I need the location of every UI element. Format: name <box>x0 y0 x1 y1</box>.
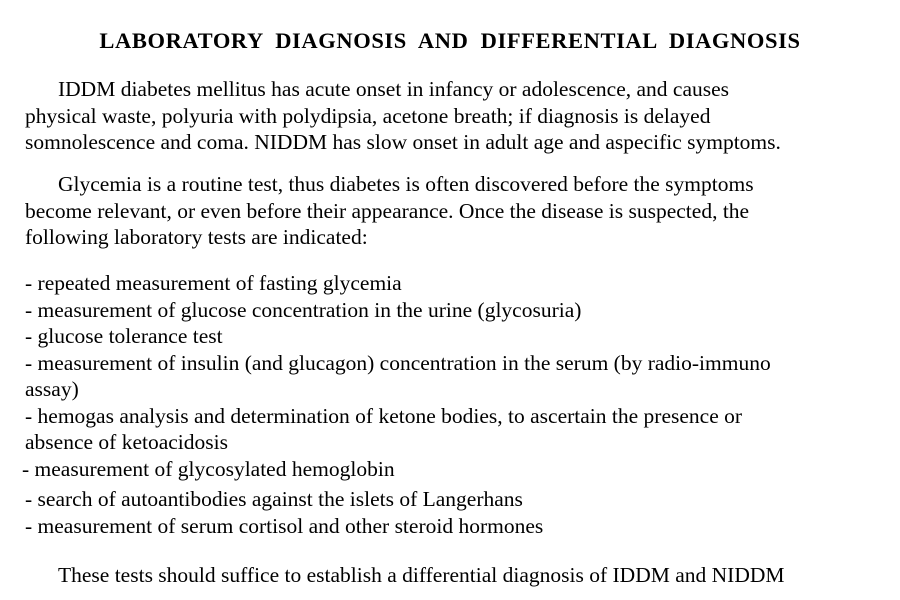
paragraph-line: Glycemia is a routine test, thus diabetes is often discovered before the symptoms <box>58 172 754 196</box>
list-item-line: - measurement of serum cortisol and other steroid hormones <box>25 513 544 538</box>
list-item-line: - search of autoantibodies against the islets of Langerhans <box>25 487 523 511</box>
list-item <box>25 486 885 513</box>
list-item <box>22 456 885 483</box>
intro-paragraph <box>25 76 875 156</box>
list-item <box>25 323 885 350</box>
paragraph-line: IDDM diabetes mellitus has acute onset in infancy or adolescence, and causes <box>58 77 730 101</box>
list-item <box>25 270 885 297</box>
list-item-line: - repeated measurement of fasting glycemia <box>25 271 402 295</box>
list-item-line: - measurement of glycosylated hemoglobin <box>22 456 395 481</box>
list-item-line: - glucose tolerance test <box>25 324 223 348</box>
conclusion-paragraph: These tests should suffice to establish a differential diagnosis of IDDM and NIDDM <box>58 563 785 587</box>
list-item-line: assay) <box>25 377 79 401</box>
paragraph-line: somnolescence and coma. NIDDM has slow onset in adult age and aspecific symptoms. <box>25 130 781 154</box>
list-item <box>25 403 885 456</box>
paragraph-line: become relevant, or even before their appearance. Once the disease is suspected, the <box>25 198 750 223</box>
list-item-line: - measurement of insulin (and glucagon) concentration in the serum (by radio-immuno <box>25 350 771 375</box>
glycemia-paragraph <box>25 171 875 251</box>
list-item-line: absence of ketoacidosis <box>25 430 228 454</box>
page-title: LABORATORY DIAGNOSIS AND DIFFERENTIAL DIAGNOSIS <box>99 28 801 53</box>
paragraph-line: physical waste, polyuria with polydipsia, acetone breath; if diagnosis is delayed <box>25 103 711 128</box>
list-item <box>25 513 885 540</box>
paragraph-line: following laboratory tests are indicated: <box>25 225 368 249</box>
list-item <box>25 297 885 324</box>
list-item-line: - measurement of glucose concentration in the urine (glycosuria) <box>25 297 582 322</box>
list-item-line: - hemogas analysis and determination of ketone bodies, to ascertain the presence or <box>25 403 743 428</box>
laboratory-tests-list <box>22 270 885 539</box>
list-item <box>25 350 885 403</box>
